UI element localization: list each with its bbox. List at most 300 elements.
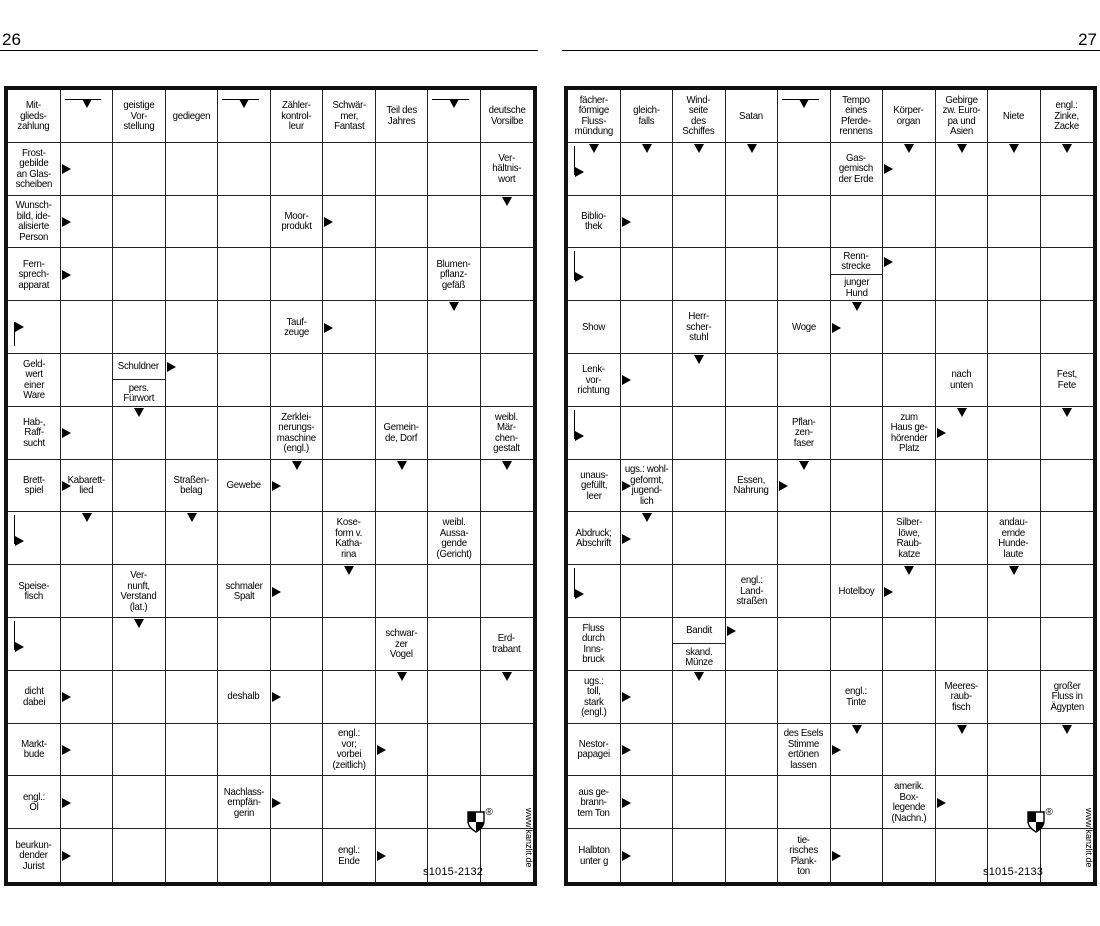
answer-cell[interactable] (936, 301, 989, 354)
answer-cell[interactable] (166, 143, 219, 196)
clue-text: tie- risches Plank- ton (789, 833, 819, 878)
answer-cell[interactable] (428, 618, 481, 671)
clue-text: Gebirge zw. Euro- pa und Asien (942, 93, 981, 138)
clue-part (831, 143, 883, 195)
answer-cell[interactable] (376, 776, 429, 829)
clue-part (61, 90, 113, 142)
answer-cell[interactable] (481, 196, 534, 249)
answer-cell[interactable] (936, 407, 989, 460)
clue-cell (778, 724, 831, 777)
answer-cell[interactable] (271, 143, 324, 196)
answer-cell[interactable] (323, 407, 376, 460)
answer-cell[interactable] (376, 143, 429, 196)
answer-cell[interactable] (61, 829, 114, 882)
answer-cell[interactable] (778, 776, 831, 829)
clue-part (8, 248, 60, 300)
publisher-url: www.kanzlit.de (524, 808, 534, 868)
clue-text: Niete (1003, 109, 1025, 122)
answer-cell[interactable] (1041, 512, 1094, 565)
clue-text: Ver- hältnis- wort (492, 151, 522, 185)
answer-cell[interactable] (883, 724, 936, 777)
answer-cell[interactable] (726, 618, 779, 671)
clue-part (323, 90, 375, 142)
answer-cell[interactable] (218, 724, 271, 777)
answer-cell[interactable] (271, 460, 324, 513)
answer-cell[interactable] (113, 618, 166, 671)
answer-cell[interactable] (726, 512, 779, 565)
arrow-down-icon (82, 99, 92, 108)
answer-cell[interactable] (113, 724, 166, 777)
answer-cell[interactable] (113, 143, 166, 196)
answer-cell[interactable] (883, 143, 936, 196)
answer-cell[interactable] (323, 565, 376, 618)
answer-cell[interactable] (778, 196, 831, 249)
clue-cell (376, 407, 429, 460)
answer-cell[interactable] (831, 196, 884, 249)
answer-cell[interactable] (323, 776, 376, 829)
answer-cell[interactable] (166, 248, 219, 301)
answer-cell[interactable] (376, 829, 429, 882)
answer-cell[interactable] (883, 618, 936, 671)
answer-cell[interactable] (166, 776, 219, 829)
answer-cell[interactable] (61, 301, 114, 354)
clue-text: Biblio- thek (581, 209, 607, 233)
answer-cell[interactable] (113, 196, 166, 249)
clue-part (271, 407, 323, 459)
answer-cell[interactable] (376, 248, 429, 301)
answer-cell[interactable] (621, 776, 674, 829)
answer-cell[interactable] (778, 248, 831, 301)
answer-cell[interactable] (376, 724, 429, 777)
answer-cell[interactable] (988, 671, 1041, 724)
clue-cell (323, 724, 376, 777)
clue-cell (673, 90, 726, 143)
answer-cell[interactable] (883, 301, 936, 354)
clue-text: Zerklei- nerungs- maschine (engl.) (276, 410, 316, 455)
answer-cell[interactable] (61, 618, 114, 671)
answer-cell[interactable] (1041, 618, 1094, 671)
answer-cell[interactable] (831, 724, 884, 777)
clue-text: Halbton unter g (578, 844, 610, 867)
answer-cell[interactable] (428, 354, 481, 407)
answer-cell[interactable] (621, 671, 674, 724)
answer-cell[interactable] (883, 196, 936, 249)
clue-cell (166, 90, 219, 143)
answer-cell[interactable] (1041, 460, 1094, 513)
answer-cell[interactable] (883, 565, 936, 618)
answer-cell[interactable] (481, 460, 534, 513)
answer-cell[interactable] (1041, 143, 1094, 196)
answer-cell[interactable] (831, 354, 884, 407)
answer-cell[interactable] (726, 196, 779, 249)
clue-cell (673, 301, 726, 354)
clue-text: nach unten (949, 368, 973, 391)
answer-cell[interactable] (61, 248, 114, 301)
answer-cell[interactable] (936, 565, 989, 618)
answer-cell[interactable] (673, 196, 726, 249)
answer-cell[interactable] (218, 512, 271, 565)
clue-text: unaus- gefüllt, leer (579, 468, 608, 502)
clue-text: ugs.: wohl- geformt, jugend- lich (624, 463, 669, 507)
answer-cell[interactable] (726, 829, 779, 882)
clue-cell (831, 143, 884, 196)
clue-cell (568, 301, 621, 354)
answer-cell[interactable] (323, 143, 376, 196)
clue-part (376, 618, 428, 670)
clue-part (481, 90, 534, 142)
answer-cell[interactable] (166, 724, 219, 777)
answer-cell[interactable] (673, 829, 726, 882)
clue-part (883, 512, 935, 564)
clue-text: schwar- zer Vogel (385, 627, 418, 661)
answer-cell[interactable] (166, 829, 219, 882)
answer-cell[interactable] (831, 512, 884, 565)
answer-cell[interactable] (428, 301, 481, 354)
answer-cell[interactable] (883, 460, 936, 513)
answer-cell[interactable] (831, 301, 884, 354)
answer-cell[interactable] (113, 671, 166, 724)
answer-cell[interactable] (481, 724, 534, 777)
clue-cell (988, 512, 1041, 565)
clue-part (323, 724, 375, 776)
clue-text: engl.: Öl (22, 790, 45, 814)
answer-cell[interactable] (831, 829, 884, 882)
answer-cell[interactable] (726, 671, 779, 724)
clue-text: Blumen- pflanz- gefäß (436, 257, 471, 291)
answer-cell[interactable] (376, 460, 429, 513)
answer-cell[interactable] (831, 460, 884, 513)
answer-cell[interactable] (271, 565, 324, 618)
clue-text: Ver- nunft, Verstand (lat.) (120, 569, 157, 613)
answer-cell[interactable] (778, 618, 831, 671)
answer-cell[interactable] (376, 354, 429, 407)
answer-cell[interactable] (673, 565, 726, 618)
answer-cell[interactable] (218, 618, 271, 671)
answer-cell[interactable] (1041, 248, 1094, 301)
answer-cell[interactable] (218, 196, 271, 249)
answer-cell[interactable] (1041, 196, 1094, 249)
clue-text: Körper- organ (893, 104, 924, 127)
answer-cell[interactable] (218, 829, 271, 882)
clue-text: zum Haus ge- hörender Platz (890, 410, 928, 455)
clue-text: aus ge- brann- tem Ton (577, 785, 610, 819)
answer-cell[interactable] (988, 618, 1041, 671)
clue-cell (831, 671, 884, 724)
clue-part (166, 460, 218, 512)
answer-cell[interactable] (61, 565, 114, 618)
answer-cell[interactable] (113, 407, 166, 460)
clue-part (621, 90, 673, 142)
arrow-right-icon (15, 322, 24, 332)
answer-cell[interactable] (726, 354, 779, 407)
answer-cell[interactable] (621, 407, 674, 460)
clue-text: andau- ernde Hunde- laute (998, 516, 1029, 560)
answer-cell[interactable] (323, 618, 376, 671)
answer-cell[interactable] (218, 248, 271, 301)
answer-cell[interactable] (988, 460, 1041, 513)
answer-cell[interactable] (218, 354, 271, 407)
answer-cell[interactable] (883, 829, 936, 882)
answer-cell[interactable] (271, 512, 324, 565)
answer-cell[interactable] (988, 724, 1041, 777)
answer-cell[interactable] (428, 143, 481, 196)
clue-cell (883, 90, 936, 143)
clue-part (778, 407, 830, 459)
answer-cell[interactable] (988, 407, 1041, 460)
answer-cell[interactable] (113, 776, 166, 829)
answer-cell[interactable] (831, 776, 884, 829)
answer-cell[interactable] (936, 724, 989, 777)
answer-cell[interactable] (988, 301, 1041, 354)
answer-cell[interactable] (166, 354, 219, 407)
clue-text: des Esels Stimme ertönen lassen (784, 727, 824, 771)
answer-cell[interactable] (621, 724, 674, 777)
answer-cell[interactable] (726, 301, 779, 354)
clue-part (568, 829, 620, 882)
answer-cell[interactable] (778, 143, 831, 196)
clue-part (673, 643, 725, 669)
clue-part (8, 724, 60, 776)
answer-cell[interactable] (778, 460, 831, 513)
answer-cell[interactable] (726, 248, 779, 301)
answer-cell[interactable] (271, 354, 324, 407)
clue-part (1041, 671, 1094, 723)
answer-cell[interactable] (726, 143, 779, 196)
answer-cell[interactable] (113, 460, 166, 513)
answer-cell[interactable] (936, 829, 989, 882)
answer-cell[interactable] (376, 196, 429, 249)
clue-part (8, 143, 60, 195)
clue-cell (166, 460, 219, 513)
clue-part (568, 671, 620, 723)
answer-cell[interactable] (831, 618, 884, 671)
answer-cell[interactable] (428, 565, 481, 618)
answer-cell[interactable] (323, 354, 376, 407)
answer-cell[interactable] (936, 618, 989, 671)
answer-cell[interactable] (323, 460, 376, 513)
answer-cell[interactable] (988, 196, 1041, 249)
answer-cell[interactable] (481, 671, 534, 724)
clue-part (8, 776, 60, 828)
clue-text: ugs.: toll, stark (engl.) (581, 674, 607, 719)
answer-cell[interactable] (113, 512, 166, 565)
answer-cell[interactable] (481, 248, 534, 301)
clue-text: Fluss durch Inns- bruck (582, 621, 606, 666)
answer-cell[interactable] (61, 512, 114, 565)
answer-cell[interactable] (481, 512, 534, 565)
answer-cell[interactable] (621, 248, 674, 301)
answer-cell[interactable] (113, 248, 166, 301)
clue-cell (218, 565, 271, 618)
answer-cell[interactable] (936, 248, 989, 301)
answer-cell[interactable] (166, 196, 219, 249)
answer-cell[interactable] (778, 354, 831, 407)
answer-cell[interactable] (376, 301, 429, 354)
answer-cell[interactable] (61, 776, 114, 829)
registered-mark: ® (1045, 807, 1054, 819)
answer-cell[interactable] (166, 671, 219, 724)
answer-cell[interactable] (726, 724, 779, 777)
answer-cell[interactable] (831, 407, 884, 460)
answer-cell[interactable] (481, 354, 534, 407)
clue-part (778, 301, 830, 353)
clue-part (428, 512, 480, 564)
clue-part (568, 512, 620, 564)
answer-cell[interactable] (323, 248, 376, 301)
answer-cell[interactable] (988, 565, 1041, 618)
answer-cell[interactable] (166, 301, 219, 354)
answer-cell[interactable] (988, 354, 1041, 407)
answer-cell[interactable] (1041, 565, 1094, 618)
header-rule-left (0, 50, 538, 51)
clue-text: Schuldner (118, 360, 160, 373)
answer-cell[interactable] (218, 301, 271, 354)
answer-cell[interactable] (166, 407, 219, 460)
clue-text: engl.: Tinte (845, 685, 868, 708)
answer-cell[interactable] (271, 618, 324, 671)
answer-cell[interactable] (113, 829, 166, 882)
clue-part (831, 274, 883, 300)
clue-cell (568, 724, 621, 777)
clue-cell (428, 248, 481, 301)
answer-cell[interactable] (61, 196, 114, 249)
answer-cell[interactable] (621, 618, 674, 671)
answer-cell[interactable] (481, 565, 534, 618)
answer-cell[interactable] (883, 248, 936, 301)
answer-cell[interactable] (673, 143, 726, 196)
answer-cell[interactable] (376, 671, 429, 724)
clue-part (8, 90, 60, 142)
answer-cell[interactable] (428, 724, 481, 777)
clue-part (323, 829, 375, 882)
answer-cell[interactable] (428, 196, 481, 249)
clue-text: Lenk- vor- richtung (577, 363, 610, 397)
answer-cell[interactable] (218, 143, 271, 196)
answer-cell[interactable] (61, 407, 114, 460)
clue-text: skand. Münze (684, 645, 713, 669)
answer-cell[interactable] (428, 671, 481, 724)
clue-part (8, 829, 60, 882)
crossword-grid-left (4, 86, 537, 886)
clue-cell (8, 724, 61, 777)
answer-cell[interactable] (113, 301, 166, 354)
arrow-down-icon (799, 99, 809, 108)
answer-cell[interactable] (778, 512, 831, 565)
answer-cell[interactable] (673, 512, 726, 565)
answer-cell[interactable] (428, 407, 481, 460)
answer-cell[interactable] (621, 143, 674, 196)
clue-cell (8, 829, 61, 882)
answer-cell[interactable] (428, 460, 481, 513)
answer-cell[interactable] (673, 724, 726, 777)
answer-cell[interactable] (1041, 724, 1094, 777)
answer-cell[interactable] (778, 565, 831, 618)
clue-cell (1041, 671, 1094, 724)
answer-cell[interactable] (621, 354, 674, 407)
answer-cell[interactable] (61, 724, 114, 777)
clue-text: pers. Fürwort (123, 381, 155, 405)
clue-text: Schwär- mer, Fantast (331, 99, 366, 133)
answer-cell[interactable] (271, 724, 324, 777)
answer-cell[interactable] (673, 407, 726, 460)
clue-part (831, 90, 883, 142)
answer-cell[interactable] (271, 776, 324, 829)
answer-cell[interactable] (61, 671, 114, 724)
answer-cell[interactable] (1041, 301, 1094, 354)
clue-part (61, 460, 113, 512)
answer-cell[interactable] (1041, 407, 1094, 460)
clue-text: Gemein- de, Dorf (383, 421, 419, 444)
answer-cell[interactable] (778, 671, 831, 724)
answer-cell[interactable] (323, 671, 376, 724)
answer-cell[interactable] (218, 407, 271, 460)
answer-cell[interactable] (673, 460, 726, 513)
clue-part (673, 618, 725, 643)
clue-cell (271, 407, 324, 460)
answer-cell[interactable] (621, 565, 674, 618)
clue-cell (8, 354, 61, 407)
answer-cell[interactable] (166, 565, 219, 618)
clue-text: Nachlass- empfän- gerin (223, 785, 264, 819)
clue-cell (218, 671, 271, 724)
answer-cell[interactable] (988, 143, 1041, 196)
clue-part (568, 301, 620, 353)
clue-cell (778, 407, 831, 460)
clue-cell (568, 460, 621, 513)
answer-cell[interactable] (166, 618, 219, 671)
answer-cell[interactable] (323, 301, 376, 354)
answer-cell[interactable] (481, 301, 534, 354)
answer-cell[interactable] (61, 143, 114, 196)
answer-cell[interactable] (271, 829, 324, 882)
clue-part (323, 512, 375, 564)
answer-cell[interactable] (673, 354, 726, 407)
answer-cell[interactable] (621, 196, 674, 249)
answer-cell[interactable] (323, 196, 376, 249)
clue-text: Gewebe (226, 479, 261, 492)
answer-cell[interactable] (883, 671, 936, 724)
answer-cell[interactable] (936, 512, 989, 565)
answer-cell[interactable] (271, 671, 324, 724)
answer-cell[interactable] (988, 248, 1041, 301)
clue-cell (428, 512, 481, 565)
clue-cell (831, 565, 884, 618)
answer-cell[interactable] (726, 407, 779, 460)
clue-part (673, 90, 725, 142)
clue-text: Erd- trabant (492, 632, 521, 655)
answer-cell[interactable] (621, 301, 674, 354)
clue-part (218, 460, 270, 512)
answer-cell[interactable] (376, 512, 429, 565)
answer-cell[interactable] (673, 248, 726, 301)
answer-cell[interactable] (936, 460, 989, 513)
answer-cell[interactable] (936, 143, 989, 196)
answer-cell[interactable] (936, 196, 989, 249)
answer-cell[interactable] (621, 829, 674, 882)
answer-cell[interactable] (673, 776, 726, 829)
clue-part (673, 301, 725, 353)
answer-cell[interactable] (726, 776, 779, 829)
answer-cell[interactable] (621, 512, 674, 565)
answer-cell[interactable] (883, 354, 936, 407)
answer-cell[interactable] (376, 565, 429, 618)
clue-part (726, 565, 778, 617)
answer-cell[interactable] (673, 671, 726, 724)
answer-cell[interactable] (271, 248, 324, 301)
answer-cell[interactable] (61, 354, 114, 407)
answer-cell[interactable] (166, 512, 219, 565)
answer-cell[interactable] (936, 776, 989, 829)
